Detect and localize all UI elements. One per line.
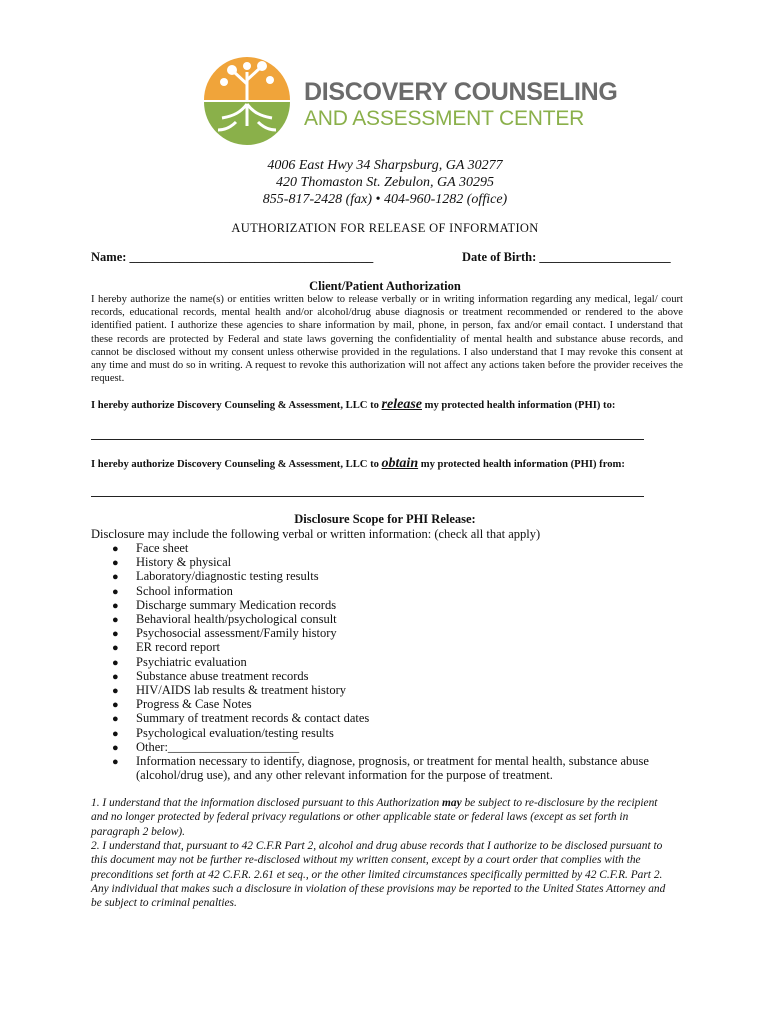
- apple-bullet-icon[interactable]: ●: [112, 756, 119, 769]
- apple-bullet-icon[interactable]: ●: [112, 628, 119, 641]
- checklist-item-label: History & physical: [136, 555, 232, 570]
- checklist-item[interactable]: [112, 754, 672, 782]
- apple-bullet-icon[interactable]: ●: [112, 685, 119, 698]
- checklist-item[interactable]: [112, 669, 672, 683]
- apple-bullet-icon[interactable]: ●: [112, 599, 119, 612]
- checklist-item[interactable]: [112, 598, 672, 612]
- checklist-item[interactable]: [112, 584, 672, 598]
- obtain-authorization-line: [91, 456, 625, 472]
- checklist-item[interactable]: [112, 569, 672, 583]
- note-1-pre: 1. I understand that the information disclosed pursuant to this Authorization: [91, 797, 443, 809]
- address-line-1: 4006 East Hwy 34 Sharpsburg, GA 30277: [267, 158, 503, 173]
- release-recipient-blank[interactable]: [91, 439, 644, 440]
- checklist-item-label: Substance abuse treatment records: [136, 668, 309, 683]
- checklist-item-label: Psychosocial assessment/Family history: [136, 626, 337, 641]
- obtain-verb: obtain: [381, 456, 419, 471]
- note-1-post: be subject to re-disclosure by the recipient and no longer protected by federal privacy regulations or other applicable state or federal laws (except as set forth in paragraph 2 below).: [91, 797, 658, 838]
- checklist-item[interactable]: [112, 612, 672, 626]
- apple-bullet-icon[interactable]: ●: [112, 727, 119, 740]
- checklist-item-label: Laboratory/diagnostic testing results: [136, 569, 319, 584]
- disclosure-heading: Disclosure Scope for PHI Release:: [294, 512, 476, 526]
- checklist-item[interactable]: [112, 711, 672, 725]
- client-authorization-heading: Client/Patient Authorization: [309, 279, 461, 293]
- checklist-item-label: HIV/AIDS lab results & treatment history: [136, 683, 347, 698]
- checklist-item[interactable]: [112, 740, 672, 754]
- form-title: AUTHORIZATION FOR RELEASE OF INFORMATION: [231, 221, 539, 235]
- release-pre-text: I hereby authorize Discovery Counseling & Assessment, LLC to: [91, 400, 382, 411]
- release-authorization-line: [91, 397, 615, 413]
- logo-title: DISCOVERY COUNSELING: [304, 78, 618, 106]
- checklist-item[interactable]: [112, 541, 672, 555]
- disclosure-intro: Disclosure may include the following verbal or written information: (check all that apply): [91, 527, 541, 541]
- redisclosure-note-2: 2. I understand that, pursuant to 42 C.F.R Part 2, alcohol and drug abuse records that I authorize to be disclosed pursuant to this document may not be further re-disclosed without my written consent, except by a court order that complies with the preconditions set forth at 42 C.F.R. 2.61 et seq., or the other limited circumstances specifically permitted by 42 C.F.R. Part 2. Any individual that makes such a disclosure in violation of these provisions may be reported to the United States Attorney and be subject to criminal penalties.: [91, 840, 666, 910]
- apple-bullet-icon[interactable]: ●: [112, 670, 119, 683]
- checklist-item-label: Face sheet: [136, 541, 189, 555]
- dob-field[interactable]: Date of Birth: _____________________: [462, 250, 671, 264]
- release-verb: release: [381, 397, 422, 412]
- release-post-text: my protected health information (PHI) to:: [421, 400, 616, 411]
- checklist-item-label: School information: [136, 583, 233, 598]
- checklist-item-label: Information necessary to identify, diagnose, prognosis, or treatment for mental health, substance abuse (alcohol/drug use), and any other relevant information for the purpose of treatment.: [136, 754, 649, 783]
- checklist-item-label: Psychological evaluation/testing results: [136, 725, 334, 740]
- apple-bullet-icon[interactable]: ●: [112, 614, 119, 627]
- checklist-item-label: ER record report: [136, 640, 220, 655]
- company-logo: [196, 50, 618, 150]
- client-authorization-text: I hereby authorize the name(s) or entities written below to release verbally or in writing information regarding any medical, legal/ court records, educational records, mental health and/or alcohol/drug abuse diagnosis or treatment recommended or rendered to the above identified patient. I authorize these agencies to share information by mail, phone, in person, fax and/or email contact. I understand that these records are protected by Federal and state laws governing the confidentiality of mental health and substance abuse records, and cannot be disclosed without my consent unless otherwise provided in the regulations. I also understand that I may revoke this consent at any time and must do so in writing. A request to revoke this authorization will not affect any actions taken before the provider receives the request.: [91, 294, 683, 385]
- obtain-post-text: my protected health information (PHI) from:: [418, 459, 625, 470]
- obtain-source-blank[interactable]: [91, 496, 644, 497]
- logo-subtitle: AND ASSESSMENT CENTER: [304, 107, 585, 130]
- apple-bullet-icon[interactable]: ●: [112, 571, 119, 584]
- apple-bullet-icon[interactable]: ●: [112, 656, 119, 669]
- checklist-item[interactable]: [112, 640, 672, 654]
- checklist-item-label: Behavioral health/psychological consult: [136, 612, 337, 627]
- disclosure-checklist: [112, 541, 672, 782]
- note-1-emphasis: may: [442, 797, 462, 809]
- checklist-item[interactable]: [112, 683, 672, 697]
- checklist-item-label: Summary of treatment records & contact dates: [136, 711, 370, 726]
- checklist-item[interactable]: [112, 626, 672, 640]
- contact-phone-line: 855-817-2428 (fax) • 404-960-1282 (office): [262, 192, 508, 207]
- redisclosure-note-1: [91, 796, 677, 839]
- obtain-pre-text: I hereby authorize Discovery Counseling & Assessment, LLC to: [91, 459, 382, 470]
- checklist-item[interactable]: [112, 655, 672, 669]
- apple-bullet-icon[interactable]: ●: [112, 713, 119, 726]
- apple-bullet-icon[interactable]: ●: [112, 543, 119, 555]
- checklist-item-label: Psychiatric evaluation: [136, 654, 247, 669]
- address-line-2: 420 Thomaston St. Zebulon, GA 30295: [276, 175, 494, 190]
- checklist-item[interactable]: [112, 726, 672, 740]
- apple-bullet-icon[interactable]: ●: [112, 585, 119, 598]
- apple-bullet-icon[interactable]: ●: [112, 557, 119, 570]
- name-field[interactable]: Name: _______________________________________: [91, 250, 374, 264]
- checklist-item-label: Other:_____________________: [136, 739, 300, 754]
- checklist-item[interactable]: [112, 697, 672, 711]
- apple-bullet-icon[interactable]: ●: [112, 642, 119, 655]
- checklist-item-label: Progress & Case Notes: [136, 697, 252, 712]
- apple-bullet-icon[interactable]: ●: [112, 741, 119, 754]
- checklist-item[interactable]: [112, 555, 672, 569]
- tree-logo-icon: [196, 50, 298, 150]
- checklist-item-label: Discharge summary Medication records: [136, 597, 337, 612]
- apple-bullet-icon[interactable]: ●: [112, 699, 119, 712]
